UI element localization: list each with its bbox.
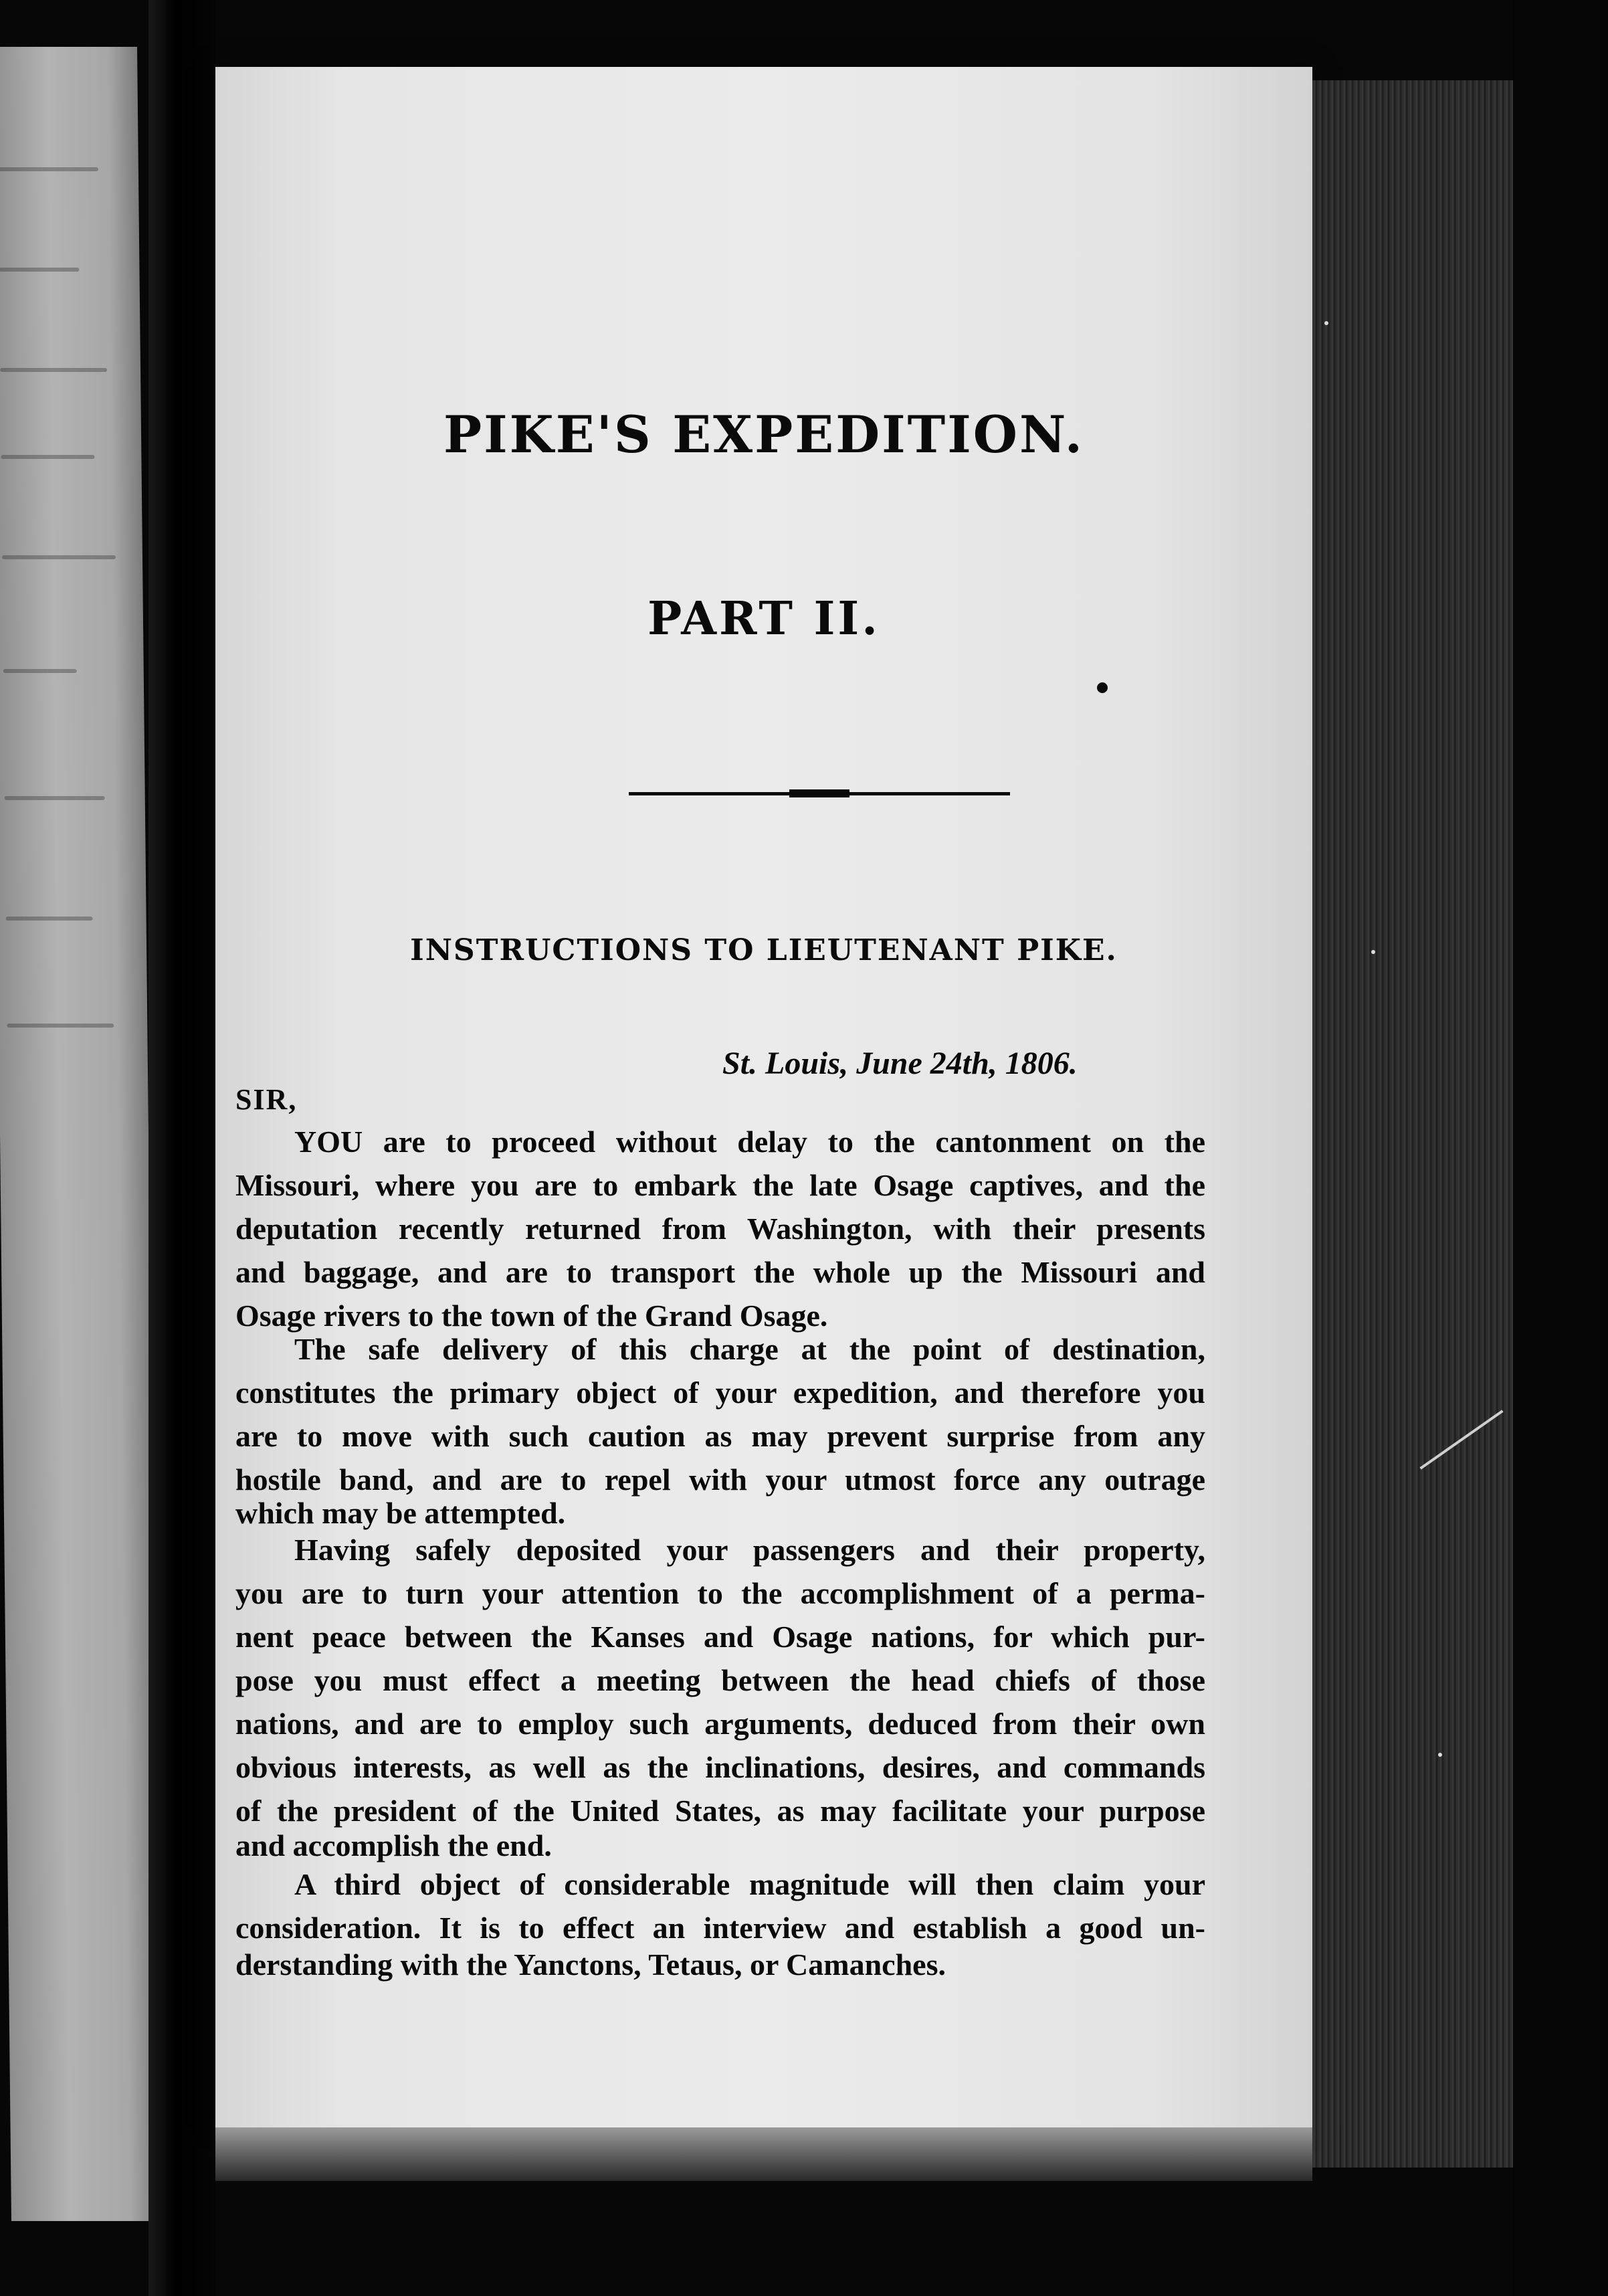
text-line: and accomplish the end. <box>235 1828 552 1862</box>
facing-page-edge <box>0 47 160 2221</box>
text-line: hostile band, and are to repel with your utmost force any outrage <box>235 1462 1205 1497</box>
text-line: pose you must effect a meeting between the head chiefs of those <box>235 1663 1205 1697</box>
text-line: consideration. It is to effect an interview and establish a good un- <box>235 1911 1205 1945</box>
text-line: which may be attempted. <box>235 1496 566 1530</box>
text-line: The safe delivery of this charge at the point of destination, <box>294 1332 1205 1366</box>
text-line: A third object of considerable magnitude will then claim your <box>294 1867 1205 1901</box>
text-line: you are to turn your attention to the accomplishment of a perma- <box>235 1576 1205 1610</box>
section-heading: INSTRUCTIONS TO LIEUTENANT PIKE. <box>410 933 1118 967</box>
ornamental-rule-right <box>849 792 1010 795</box>
speck <box>1438 1753 1442 1757</box>
part-heading: PART II. <box>647 592 880 646</box>
speck <box>1324 321 1328 325</box>
page-bottom-shadow <box>215 2127 1312 2181</box>
text-line: nent peace between the Kanses and Osage nations, for which pur- <box>235 1620 1205 1654</box>
ornamental-rule-left <box>629 792 789 795</box>
salutation: SIR, <box>235 1083 298 1116</box>
text-line: and baggage, and are to transport the whole up the Missouri and <box>235 1255 1205 1289</box>
text-line: Missouri, where you are to embark the late Osage captives, and the <box>235 1168 1205 1202</box>
page-title: PIKE'S EXPEDITION. <box>443 405 1085 464</box>
page-stack-edges <box>1312 80 1513 2168</box>
ink-dot <box>1097 682 1108 693</box>
text-line: Osage rivers to the town of the Grand Osage. <box>235 1299 828 1333</box>
text-line: deputation recently returned from Washington, with their presents <box>235 1212 1205 1246</box>
text-line: YOU are to proceed without delay to the cantonment on the <box>294 1125 1205 1159</box>
text-line: obvious interests, as well as the inclinations, desires, and commands <box>235 1750 1205 1784</box>
text-line: derstanding with the Yanctons, Tetaus, or Camanches. <box>235 1947 946 1982</box>
ornamental-rule-center <box>789 789 849 797</box>
speck <box>1371 950 1375 954</box>
text-line: Having safely deposited your passengers and their property, <box>294 1533 1205 1567</box>
text-line: of the president of the United States, as may facilitate your purpose <box>235 1794 1205 1828</box>
text-line: constitutes the primary object of your expedition, and therefore you <box>235 1375 1205 1410</box>
background-dark <box>1513 0 1608 2296</box>
text-line: nations, and are to employ such arguments, deduced from their own <box>235 1707 1205 1741</box>
book-gutter <box>148 0 215 2296</box>
dateline: St. Louis, June 24th, 1806. <box>722 1046 1078 1081</box>
text-line: are to move with such caution as may prevent surprise from any <box>235 1419 1205 1453</box>
